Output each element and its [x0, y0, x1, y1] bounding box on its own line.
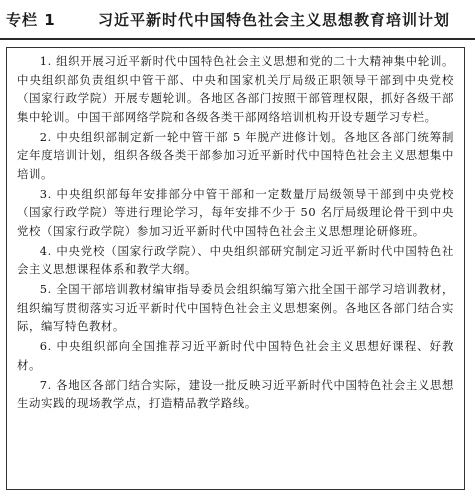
header-divider	[0, 38, 475, 40]
list-item-2: 2. 中央组织部制定新一轮中管干部 5 年脱产进修计划。各地区各部门统筹制定年度培训计划，组织各级各类干部参加习近平新时代中国特色社会主义思想集中培训。	[17, 129, 454, 181]
content-box	[6, 47, 465, 490]
column-title: 习近平新时代中国特色社会主义思想教育培训计划	[98, 11, 451, 29]
list-item-5: 5. 全国干部培训教材编审指导委员会组织编写第六批全国干部学习培训教材，组织编写贯彻落实习近平新时代中国特色社会主义思想案例。各地区各部门结合实际，编写特色教材。	[17, 282, 454, 333]
list-item-3: 3. 中央组织部每年安排部分中管干部和一定数量厅局级领导干部到中央党校（国家行政学院）等进行理论学习，每年安排不少于 50 名厅局级理论骨干到中央党校（国家行政学院）参加习近平新时代中国特色社会主义思想理论研修班。	[17, 186, 454, 238]
list-item-4: 4. 中央党校（国家行政学院）、中央组织部研究制定习近平新时代中国特色社会主义思想课程体系和教学大纲。	[17, 243, 454, 276]
column-header	[0, 0, 475, 38]
list-item-6: 6. 中央组织部向全国推荐习近平新时代中国特色社会主义思想好课程、好教材。	[17, 339, 454, 372]
list-item-1: 1. 组织开展习近平新时代中国特色社会主义思想和党的二十大精神集中轮训。中央组织部负责组织中管干部、中央和国家机关厅局级正职领导干部到中央党校（国家行政学院）开展专题轮训。各地区各部门按照干部管理权限，抓好各级干部集中轮训。中国干部网络学院和各级各类干部网络培训机构开设专题学习专栏。	[17, 54, 454, 124]
list-item-7: 7. 各地区各部门结合实际，建设一批反映习近平新时代中国特色社会主义思想生动实践的现场教学点，打造精品教学路线。	[17, 377, 454, 410]
column-label: 专栏 1	[6, 11, 56, 29]
